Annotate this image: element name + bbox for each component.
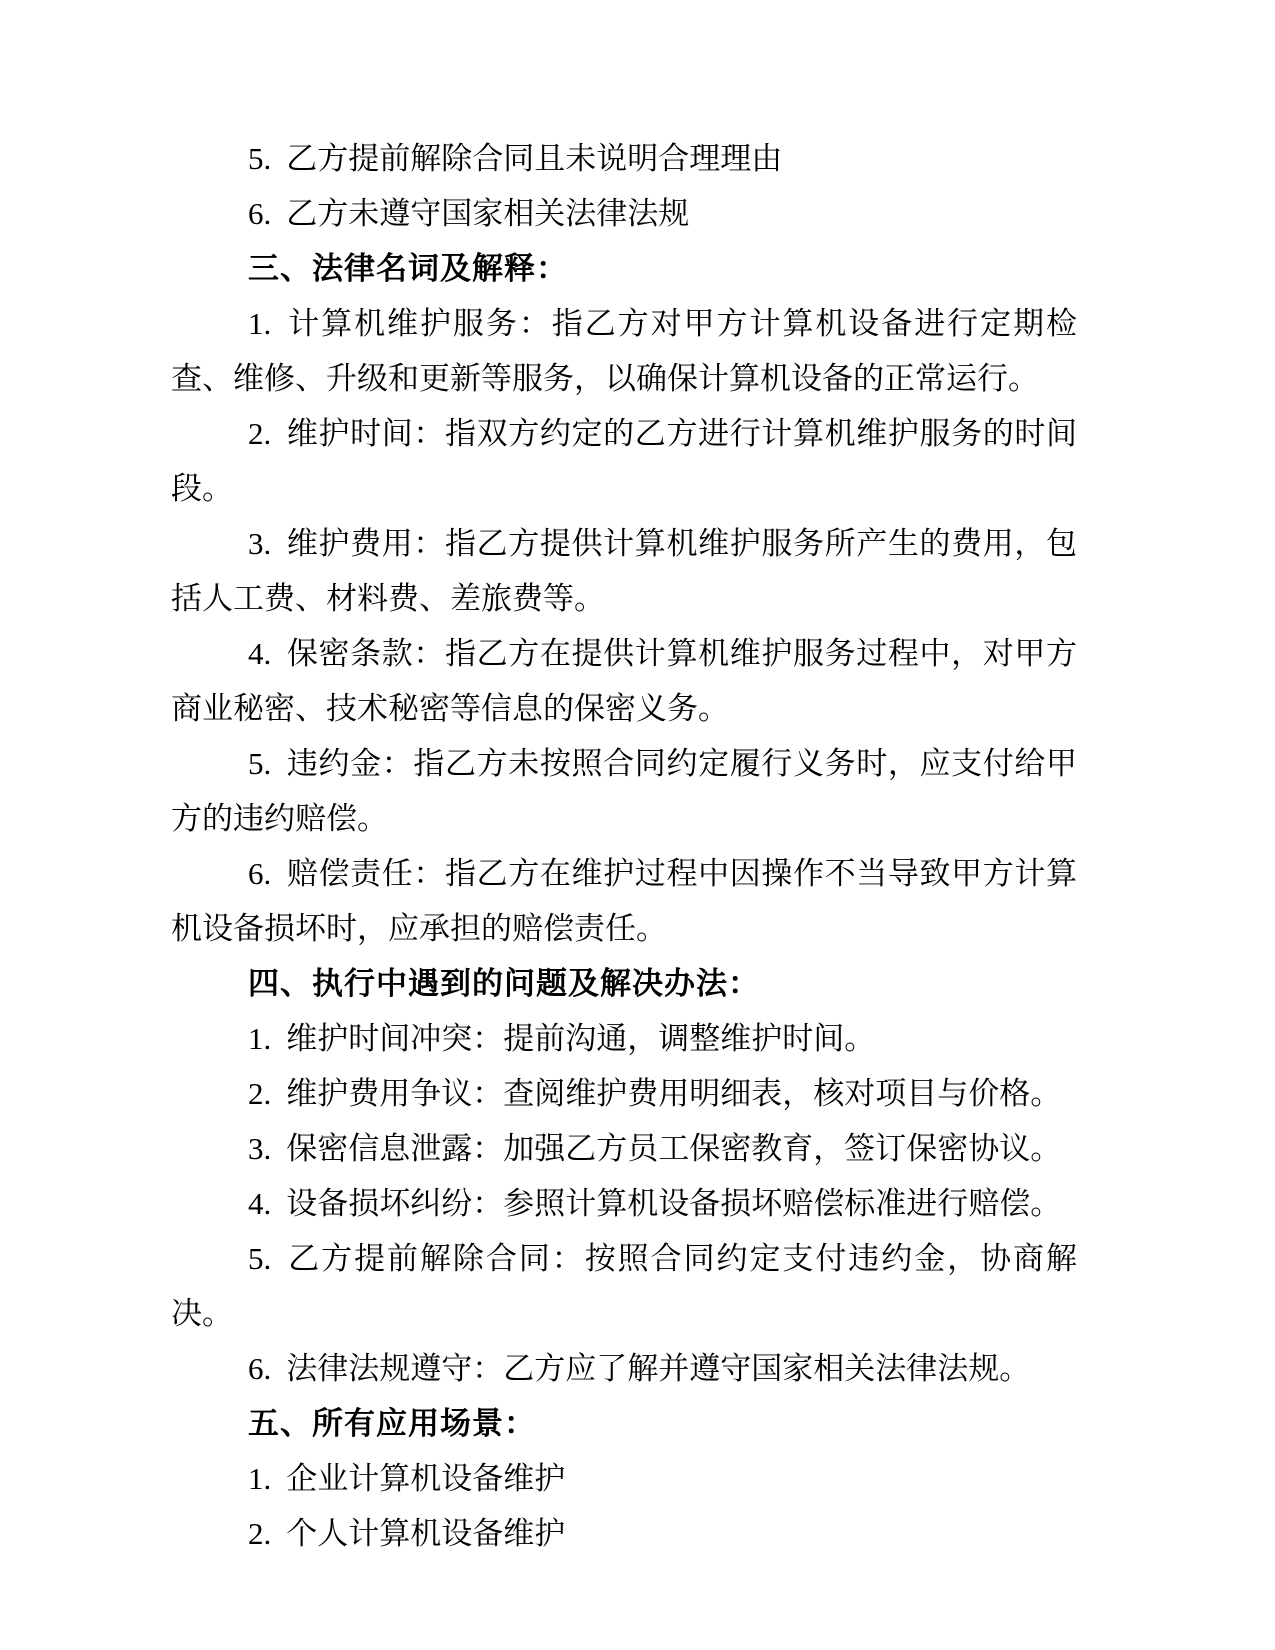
list-item	[171, 1451, 1077, 1506]
list-item	[171, 1506, 1077, 1561]
list-item	[171, 1341, 1077, 1396]
item-number: 1.	[248, 306, 272, 341]
item-text: 维护时间冲突：提前沟通，调整维护时间。	[286, 1021, 876, 1056]
item-number: 3.	[248, 526, 272, 561]
item-number: 6.	[248, 1351, 272, 1386]
item-text: 保密信息泄露：加强乙方员工保密教育，签订保密协议。	[286, 1131, 1062, 1166]
section-heading: 五、所有应用场景：	[248, 1406, 536, 1441]
item-number: 5.	[248, 141, 272, 176]
list-item	[171, 626, 1077, 736]
item-text: 赔偿责任：指乙方在维护过程中因操作不当导致甲方计算机设备损坏时，应承担的赔偿责任。	[171, 856, 1077, 946]
item-text: 设备损坏纠纷：参照计算机设备损坏赔偿标准进行赔偿。	[286, 1186, 1062, 1221]
document-body	[171, 131, 1077, 1561]
list-item	[171, 406, 1077, 516]
section-heading: 三、法律名词及解释：	[248, 251, 568, 286]
list-item	[171, 1066, 1077, 1121]
item-number: 1.	[248, 1021, 272, 1056]
item-text: 维护费用：指乙方提供计算机维护服务所产生的费用，包括人工费、材料费、差旅费等。	[171, 526, 1077, 616]
item-number: 4.	[248, 1186, 272, 1221]
item-number: 4.	[248, 636, 272, 671]
item-number: 6.	[248, 856, 272, 891]
item-number: 6.	[248, 196, 272, 231]
item-text: 乙方提前解除合同且未说明合理理由	[286, 141, 783, 176]
list-item	[171, 296, 1077, 406]
list-item	[171, 516, 1077, 626]
list-item	[171, 131, 1077, 186]
item-number: 2.	[248, 1076, 272, 1111]
item-text: 企业计算机设备维护	[286, 1461, 566, 1496]
item-text: 维护时间：指双方约定的乙方进行计算机维护服务的时间段。	[171, 416, 1077, 506]
list-item	[171, 1176, 1077, 1231]
item-text: 保密条款：指乙方在提供计算机维护服务过程中，对甲方商业秘密、技术秘密等信息的保密义务。	[171, 636, 1077, 726]
item-number: 3.	[248, 1131, 272, 1166]
item-number: 5.	[248, 1241, 272, 1276]
list-item	[171, 846, 1077, 956]
item-text: 违约金：指乙方未按照合同约定履行义务时，应支付给甲方的违约赔偿。	[171, 746, 1077, 836]
item-text: 乙方提前解除合同：按照合同约定支付违约金，协商解决。	[171, 1241, 1077, 1331]
item-number: 2.	[248, 416, 272, 451]
item-text: 法律法规遵守：乙方应了解并遵守国家相关法律法规。	[286, 1351, 1031, 1386]
item-text: 个人计算机设备维护	[286, 1516, 566, 1551]
item-text: 乙方未遵守国家相关法律法规	[286, 196, 690, 231]
list-item	[171, 186, 1077, 241]
list-item	[171, 736, 1077, 846]
item-text: 维护费用争议：查阅维护费用明细表，核对项目与价格。	[286, 1076, 1062, 1111]
item-number: 5.	[248, 746, 272, 781]
list-item	[171, 1231, 1077, 1341]
list-item	[171, 1011, 1077, 1066]
item-number: 1.	[248, 1461, 272, 1496]
list-item	[171, 1121, 1077, 1176]
item-number: 2.	[248, 1516, 272, 1551]
item-text: 计算机维护服务：指乙方对甲方计算机设备进行定期检查、维修、升级和更新等服务，以确保计算机设备的正常运行。	[171, 306, 1077, 396]
section-heading: 四、执行中遇到的问题及解决办法：	[248, 966, 760, 1001]
